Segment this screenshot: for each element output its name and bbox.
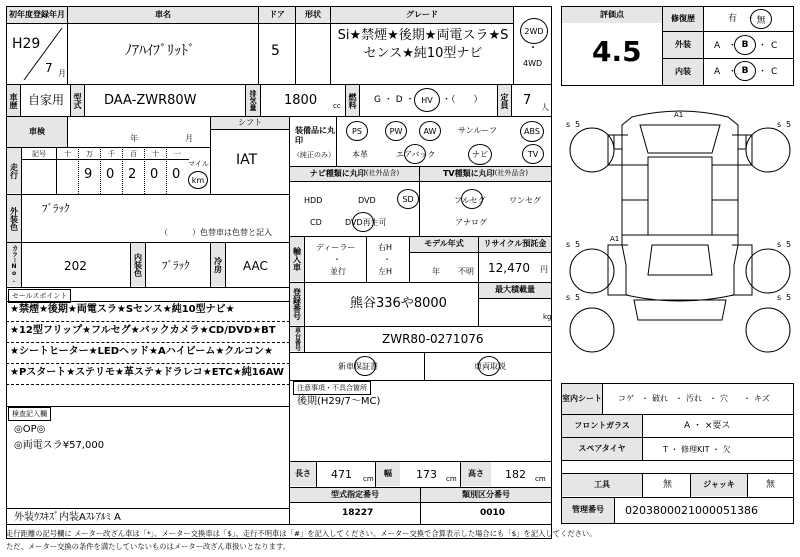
interior-seat-header: 室内シート xyxy=(562,384,602,414)
sales-point-line: ★Pスタート★ステリモ★革ステ★ドラレコ★ETC★純16AW xyxy=(10,367,284,378)
score-value: 4.5 xyxy=(592,35,642,68)
tv-oneseg: ワンセグ xyxy=(509,196,541,205)
width-unit: cm xyxy=(446,475,457,483)
jack-header: ジャッキ xyxy=(691,474,747,496)
reg-year: H29 xyxy=(12,36,41,52)
length-header: 長さ xyxy=(290,462,316,486)
grade-value: Si★禁煙★後期★両電スラ★Sセンス★純10型ナビ xyxy=(337,28,509,61)
seat-item: 破れ xyxy=(652,394,668,403)
svg-text:s: s xyxy=(777,120,782,129)
interior-header: 内装 xyxy=(663,59,703,85)
equip-tv-circled: TV xyxy=(522,144,544,164)
svg-text:s: s xyxy=(566,240,571,249)
class-value: 0010 xyxy=(480,508,506,518)
navi-sd-circled: SD xyxy=(397,189,419,209)
equip-pw-circled: PW xyxy=(385,121,407,141)
svg-text:5: 5 xyxy=(786,293,792,302)
shaken-month-unit: 月 xyxy=(185,134,193,143)
windshield-value: A ・ ×要ス xyxy=(684,421,731,431)
mgmt-value: 0203800021000051386 xyxy=(625,504,758,517)
notes-header: 注意事項・不具合箇所 xyxy=(293,381,371,395)
reg-no-header: 登録番号 xyxy=(290,283,304,325)
mileage-digit: 9 xyxy=(84,167,93,182)
drive-dot: ・ xyxy=(528,43,538,54)
reg-no-value: 熊谷336や8000 xyxy=(350,296,447,311)
car-name-header: 車名 xyxy=(68,7,258,23)
capacity-header: 定員 xyxy=(498,85,511,116)
svg-text:s: s xyxy=(777,240,782,249)
recycle-header: リサイクル預託金 xyxy=(479,237,551,252)
use-header: 車歴 xyxy=(7,85,20,116)
equipment-sub: （純正のみ） xyxy=(293,151,335,159)
max-load-header: 最大積載量 xyxy=(479,283,551,298)
mgmt-header: 管理番号 xyxy=(562,498,614,523)
spare-value: T ・ 修理KIT ・ 欠 xyxy=(663,445,731,454)
mileage-digit: 0 xyxy=(150,167,159,182)
notes-value: 後期(H29/7〜MC) xyxy=(297,396,381,407)
sales-point-line: ★禁煙★後期★両電スラ★Sセンス★純10型ナビ★ xyxy=(10,304,235,315)
jack-value: 無 xyxy=(766,480,776,490)
import-dot-2: ・ xyxy=(383,255,391,264)
windshield-header: フロントガラス xyxy=(562,415,642,437)
exterior-header: 外装 xyxy=(663,32,703,58)
import-header: 輸入車 xyxy=(290,237,304,281)
tools-header: 工具 xyxy=(562,474,642,496)
shape-header: 形状 xyxy=(296,7,330,23)
tv-type-header: TV種類に丸印 (社外品含) xyxy=(420,167,551,181)
mileage-digit-label: 万 xyxy=(86,150,93,158)
displacement-value: 1800 xyxy=(284,93,318,108)
import-left: 左H xyxy=(378,267,393,276)
diagram-a1-side: A1 xyxy=(610,235,620,243)
navi-hdd: HDD xyxy=(304,196,323,205)
inspector-header: 検査記入欄 xyxy=(8,407,51,421)
recycle-unit: 円 xyxy=(540,265,548,274)
svg-text:5: 5 xyxy=(786,240,792,249)
mileage-digit-label: 千 xyxy=(108,150,115,158)
equip-ps-circled: PS xyxy=(346,121,368,141)
recycle-value: 12,470 xyxy=(488,261,530,275)
class-header: 類別区分番号 xyxy=(421,488,551,502)
seat-item-dot: ・ xyxy=(675,394,683,403)
height-unit: cm xyxy=(535,475,546,483)
seat-item: 汚れ xyxy=(686,394,702,403)
svg-text:5: 5 xyxy=(575,120,581,129)
mileage-digit: 0 xyxy=(172,167,181,182)
exterior-color-value: ﾌﾞﾗｯｸ xyxy=(42,202,70,215)
length-value: 471 xyxy=(331,468,352,481)
fuel-paren: ・（ ） xyxy=(442,95,483,105)
svg-text:5: 5 xyxy=(575,293,581,302)
chassis-value: ZWR80-0271076 xyxy=(382,332,484,346)
mileage-header: 走行 xyxy=(7,148,21,193)
ext-c: C xyxy=(771,41,778,51)
shift-value: IAT xyxy=(236,152,258,168)
import-dot: ・ xyxy=(333,255,341,264)
import-parallel: 並行 xyxy=(330,267,346,276)
sales-point-line: ★シートヒーター★LEDヘッド★Aハイビーム★クルコン★ xyxy=(10,346,273,357)
ac-header: 冷房 xyxy=(211,243,225,286)
width-value: 173 xyxy=(416,468,437,481)
seat-item-dot: ・ xyxy=(641,394,649,403)
navi-dvd: DVD xyxy=(358,196,376,205)
model-year-unknown: 不明 xyxy=(458,267,474,276)
equip-airbag: エアバック xyxy=(396,150,436,159)
sales-point-line: ★12型フリップ★フルセグ★バックカメラ★CD/DVD★BT xyxy=(10,325,276,336)
ext-a: A xyxy=(714,41,721,51)
mileage-digit-label: 十 xyxy=(152,150,159,158)
score-header: 評価点 xyxy=(562,7,662,23)
inspector-line-1: ◎OP◎ xyxy=(14,424,46,435)
new-warranty: 新車保証書 xyxy=(338,362,378,371)
reg-month: 7 xyxy=(45,61,53,75)
int-dot-1: ・ xyxy=(728,67,738,77)
ext-dot-2: ・ xyxy=(758,41,768,51)
shaken-header: 車検 xyxy=(7,117,67,147)
repair-no-circled: 無 xyxy=(750,9,772,29)
shaken-year-unit: 年 xyxy=(130,134,138,143)
shift-header: シフト xyxy=(211,117,289,129)
tools-value: 無 xyxy=(663,480,673,490)
reg-date-header: 初年度登録年月 xyxy=(7,7,67,23)
int-a: A xyxy=(714,67,721,77)
navi-cd: CD xyxy=(310,218,322,227)
exterior-color-header: 外装色 xyxy=(7,195,21,242)
import-right: 右H xyxy=(378,243,393,252)
exterior-note: 外装ｳｽｷｽﾞ内装Aｽﾚｱﾙﾐ A xyxy=(14,512,121,523)
chassis-header: 車台番号 xyxy=(290,327,304,351)
footer-line-1: 走行距離の記号欄に メーター改ざん車は「*」、メーター交換車は「$」、走行不明車は「#」を記入してください。メーター交換で合算表示した場合にも「$」を記入してください。 xyxy=(6,529,597,538)
mileage-symbol-label: 記号 xyxy=(32,150,46,158)
equip-navi-circled: ナビ xyxy=(468,144,492,165)
model-year-unit: 年 xyxy=(432,267,440,276)
car-damage-diagram xyxy=(562,95,798,377)
manual: 車両取説 xyxy=(474,362,506,371)
capacity-unit: 人 xyxy=(541,103,549,112)
color-no-value: 202 xyxy=(64,259,87,273)
model-year-header: モデル年式 xyxy=(410,237,478,252)
drive-2wd-circled: 2WD xyxy=(520,18,548,44)
import-dealer: ディーラー xyxy=(316,243,356,252)
km-circled: km xyxy=(188,171,208,189)
diagram-s-1: s xyxy=(566,120,571,129)
type-cert-value: 18227 xyxy=(342,508,374,518)
door-header: ドア xyxy=(259,7,295,23)
inspector-line-2: ◎両電スラ¥57,000 xyxy=(14,440,105,451)
height-value: 182 xyxy=(505,468,526,481)
displacement-unit: cc xyxy=(333,102,341,110)
fuel-hv-circled: HV xyxy=(414,88,440,112)
seat-item-dot: ・ xyxy=(709,394,717,403)
length-unit: cm xyxy=(363,475,374,483)
seat-item-dot: ・ xyxy=(743,394,751,403)
seat-item: キズ xyxy=(754,394,770,403)
mileage-digit-label: 一 xyxy=(174,150,181,158)
mileage-digit-label: 百 xyxy=(130,150,137,158)
mile-unit: マイル xyxy=(188,160,209,168)
footer-line-2: ただ、メーター交換の条件を満たしていないものはメーター改ざん車扱いとなります。 xyxy=(6,542,290,551)
navi-type-header: ナビ種類に丸印 (社外品含) xyxy=(290,167,419,181)
mileage-digit: 2 xyxy=(128,167,137,182)
equip-sunroof: サンルーフ xyxy=(458,126,497,135)
grade-header: グレード xyxy=(331,7,513,23)
ac-value: AAC xyxy=(243,259,268,273)
sales-points-header: セールスポイント xyxy=(8,289,71,303)
seat-item: 穴 xyxy=(720,394,728,403)
reg-month-unit: 月 xyxy=(58,69,66,78)
exterior-color-note: （ ）色替車は色替と記入 xyxy=(160,228,272,237)
svg-text:5: 5 xyxy=(786,120,792,129)
model-header: 型式 xyxy=(71,85,84,116)
interior-color-header: 内装色 xyxy=(131,243,145,286)
navi-dvd-play: DVD再生可 xyxy=(345,218,387,227)
color-no-header: カラーNo. xyxy=(7,243,21,286)
repair-dot: ・ xyxy=(746,14,756,24)
equipment-header: 装備品に丸印 xyxy=(295,126,335,146)
height-header: 高さ xyxy=(461,462,491,486)
equip-abs-circled: ABS xyxy=(520,121,544,142)
seat-item: コゲ xyxy=(618,394,634,403)
spare-header: スペアタイヤ xyxy=(562,438,642,460)
equip-aw-circled: AW xyxy=(419,121,441,141)
max-load-unit: kg xyxy=(543,313,552,321)
model-value: DAA-ZWR80W xyxy=(104,93,197,108)
equip-leather: 本革 xyxy=(352,150,368,159)
capacity-value: 7 xyxy=(523,93,532,108)
ext-dot-1: ・ xyxy=(728,41,738,51)
displacement-header: 排気量 xyxy=(246,85,260,116)
use-value: 自家用 xyxy=(28,93,65,107)
tv-analog: アナログ xyxy=(455,218,487,227)
fuel-options: G ・ D ・ xyxy=(374,95,415,105)
int-b-circled: B xyxy=(734,61,756,81)
int-c: C xyxy=(771,67,778,77)
repair-yes: 有 xyxy=(728,14,738,24)
mileage-digit: 0 xyxy=(106,167,115,182)
interior-color-value: ﾌﾞﾗｯｸ xyxy=(162,259,190,272)
fuel-header: 燃料 xyxy=(346,85,359,116)
drive-4wd: 4WD xyxy=(523,59,543,68)
int-dot-2: ・ xyxy=(758,67,768,77)
svg-text:s: s xyxy=(777,293,782,302)
repair-header: 修復歴 xyxy=(663,7,703,31)
type-cert-header: 型式指定番号 xyxy=(290,488,420,502)
car-name: ﾉｱﾊｲﾌﾞﾘｯﾄﾞ xyxy=(125,43,195,59)
mileage-digit-label: 十 xyxy=(64,150,71,158)
ext-b-circled: B xyxy=(734,35,756,55)
svg-text:s: s xyxy=(566,293,571,302)
door-count: 5 xyxy=(271,43,280,59)
diagram-a1-top: A1 xyxy=(674,111,684,119)
width-header: 幅 xyxy=(376,462,400,486)
svg-text:5: 5 xyxy=(575,240,581,249)
tv-fullseg: フルセグ xyxy=(454,196,486,205)
